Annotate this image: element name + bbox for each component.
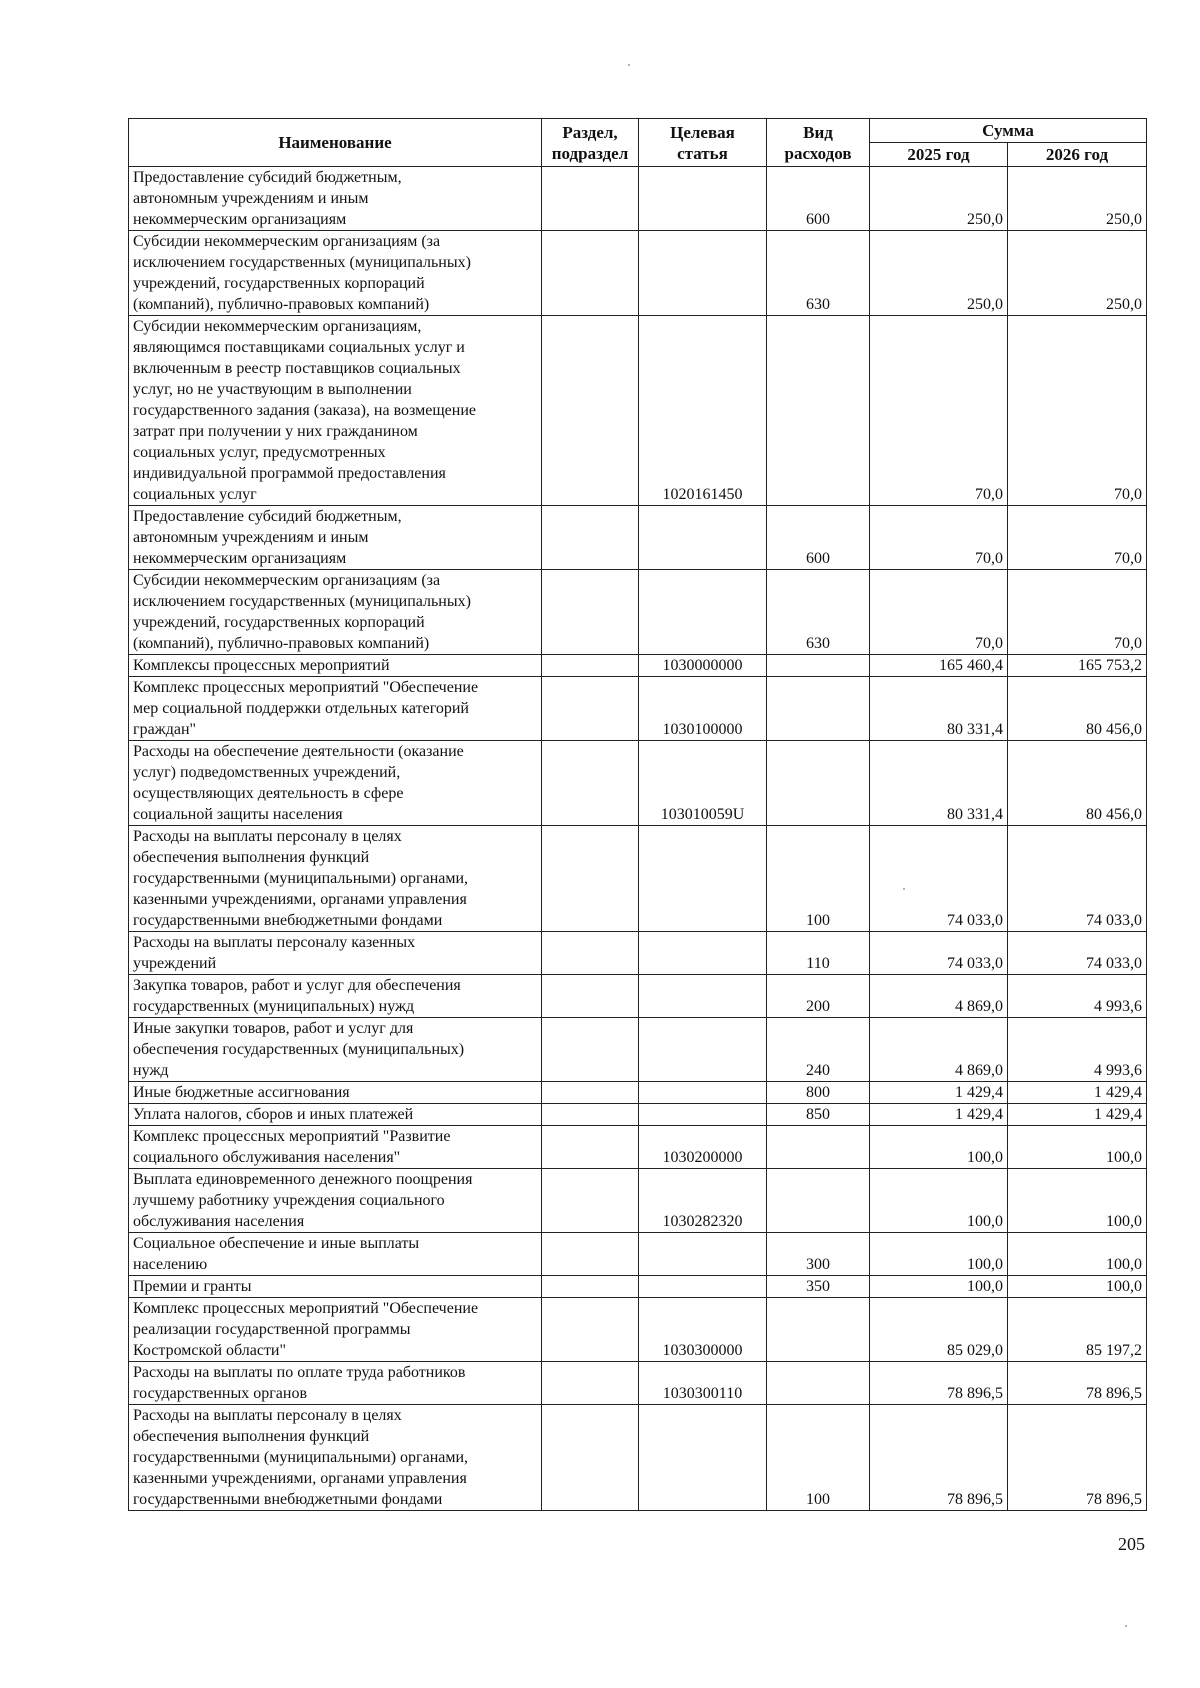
table-row bbox=[129, 1104, 1147, 1126]
table-row bbox=[129, 655, 1147, 677]
table-row bbox=[129, 1126, 1147, 1169]
row-section bbox=[542, 316, 639, 506]
row-target: 1030100000 bbox=[639, 677, 767, 741]
row-sum-2026: 1 429,4 bbox=[1008, 1104, 1147, 1126]
row-target bbox=[639, 231, 767, 316]
row-sum-2026: 100,0 bbox=[1008, 1169, 1147, 1233]
row-expense-type: 200 bbox=[767, 975, 870, 1018]
row-target: 1030282320 bbox=[639, 1169, 767, 1233]
header-name: Наименование bbox=[129, 119, 542, 167]
row-sum-2025: 100,0 bbox=[870, 1126, 1008, 1169]
row-target: 1030300110 bbox=[639, 1362, 767, 1405]
row-target: 1030200000 bbox=[639, 1126, 767, 1169]
row-target bbox=[639, 1405, 767, 1511]
row-sum-2025: 78 896,5 bbox=[870, 1362, 1008, 1405]
row-sum-2025: 74 033,0 bbox=[870, 826, 1008, 932]
row-target bbox=[639, 932, 767, 975]
row-sum-2025: 4 869,0 bbox=[870, 1018, 1008, 1082]
row-section bbox=[542, 1405, 639, 1511]
table-row bbox=[129, 932, 1147, 975]
row-target: 1020161450 bbox=[639, 316, 767, 506]
row-name: Премии и гранты bbox=[129, 1276, 542, 1298]
row-section bbox=[542, 1126, 639, 1169]
row-section bbox=[542, 570, 639, 655]
row-section bbox=[542, 1362, 639, 1405]
page-number: 205 bbox=[1118, 1534, 1145, 1554]
row-target bbox=[639, 167, 767, 231]
header-expense-type: Вид расходов bbox=[767, 119, 870, 167]
row-expense-type bbox=[767, 316, 870, 506]
row-name: Социальное обеспечение и иные выплаты населению bbox=[129, 1233, 542, 1276]
row-target bbox=[639, 1082, 767, 1104]
row-name: Расходы на обеспечение деятельности (оказание услуг) подведомственных учреждений, осуществляющих деятельность в сфере социальной защиты населения bbox=[129, 741, 542, 826]
row-expense-type: 850 bbox=[767, 1104, 870, 1126]
table-row bbox=[129, 677, 1147, 741]
row-section bbox=[542, 1104, 639, 1126]
row-expense-type: 300 bbox=[767, 1233, 870, 1276]
row-sum-2026: 74 033,0 bbox=[1008, 932, 1147, 975]
row-section bbox=[542, 1018, 639, 1082]
row-expense-type: 240 bbox=[767, 1018, 870, 1082]
row-target: 1030000000 bbox=[639, 655, 767, 677]
row-expense-type: 800 bbox=[767, 1082, 870, 1104]
row-name: Уплата налогов, сборов и иных платежей bbox=[129, 1104, 542, 1126]
row-name: Субсидии некоммерческим организациям, являющимся поставщиками социальных услуг и включенным в реестр поставщиков социальных услуг, но не участвующим в выполнении государственного задания (заказа), на возмещение затрат при получении у них гражданином социальных услуг, предусмотренных индивидуальной программой предоставления социальных услуг bbox=[129, 316, 542, 506]
row-sum-2025: 70,0 bbox=[870, 570, 1008, 655]
row-section bbox=[542, 741, 639, 826]
row-expense-type: 350 bbox=[767, 1276, 870, 1298]
row-expense-type: 600 bbox=[767, 167, 870, 231]
row-sum-2025: 74 033,0 bbox=[870, 932, 1008, 975]
row-section bbox=[542, 1298, 639, 1362]
row-name: Закупка товаров, работ и услуг для обеспечения государственных (муниципальных) нужд bbox=[129, 975, 542, 1018]
row-sum-2026: 70,0 bbox=[1008, 570, 1147, 655]
row-sum-2025: 80 331,4 bbox=[870, 741, 1008, 826]
table-row bbox=[129, 1298, 1147, 1362]
row-section bbox=[542, 826, 639, 932]
row-expense-type: 600 bbox=[767, 506, 870, 570]
row-sum-2026: 4 993,6 bbox=[1008, 975, 1147, 1018]
table-row bbox=[129, 1362, 1147, 1405]
row-name: Расходы на выплаты по оплате труда работников государственных органов bbox=[129, 1362, 542, 1405]
row-sum-2026: 100,0 bbox=[1008, 1276, 1147, 1298]
row-expense-type bbox=[767, 1362, 870, 1405]
row-sum-2026: 70,0 bbox=[1008, 506, 1147, 570]
row-name: Расходы на выплаты персоналу казенных учреждений bbox=[129, 932, 542, 975]
table-row bbox=[129, 231, 1147, 316]
row-section bbox=[542, 231, 639, 316]
table-row bbox=[129, 570, 1147, 655]
row-name: Предоставление субсидий бюджетным, автономным учреждениям и иным некоммерческим организациям bbox=[129, 506, 542, 570]
table-row bbox=[129, 741, 1147, 826]
table-row bbox=[129, 1233, 1147, 1276]
row-expense-type: 100 bbox=[767, 1405, 870, 1511]
row-section bbox=[542, 677, 639, 741]
row-sum-2025: 70,0 bbox=[870, 506, 1008, 570]
row-target bbox=[639, 1018, 767, 1082]
header-year-2026: 2026 год bbox=[1008, 143, 1147, 167]
table-row bbox=[129, 1276, 1147, 1298]
row-target bbox=[639, 826, 767, 932]
table-row bbox=[129, 826, 1147, 932]
row-sum-2026: 165 753,2 bbox=[1008, 655, 1147, 677]
table-row bbox=[129, 167, 1147, 231]
row-expense-type bbox=[767, 1126, 870, 1169]
row-expense-type bbox=[767, 1169, 870, 1233]
row-sum-2025: 250,0 bbox=[870, 167, 1008, 231]
row-sum-2025: 4 869,0 bbox=[870, 975, 1008, 1018]
row-sum-2025: 1 429,4 bbox=[870, 1104, 1008, 1126]
row-sum-2025: 100,0 bbox=[870, 1169, 1008, 1233]
row-expense-type: 110 bbox=[767, 932, 870, 975]
row-section bbox=[542, 1233, 639, 1276]
row-sum-2026: 100,0 bbox=[1008, 1126, 1147, 1169]
row-name: Иные закупки товаров, работ и услуг для обеспечения государственных (муниципальных) нужд bbox=[129, 1018, 542, 1082]
table-row bbox=[129, 975, 1147, 1018]
table-row bbox=[129, 316, 1147, 506]
row-sum-2025: 100,0 bbox=[870, 1276, 1008, 1298]
row-name: Иные бюджетные ассигнования bbox=[129, 1082, 542, 1104]
header-section: Раздел, подраздел bbox=[542, 119, 639, 167]
table-header bbox=[129, 119, 1147, 167]
header-sum: Сумма bbox=[870, 119, 1147, 143]
row-name: Комплекс процессных мероприятий "Обеспечение реализации государственной программы Костромской области" bbox=[129, 1298, 542, 1362]
row-target bbox=[639, 506, 767, 570]
row-sum-2026: 250,0 bbox=[1008, 167, 1147, 231]
row-sum-2026: 70,0 bbox=[1008, 316, 1147, 506]
row-name: Комплекс процессных мероприятий "Развитие социального обслуживания населения" bbox=[129, 1126, 542, 1169]
row-name: Комплекс процессных мероприятий "Обеспечение мер социальной поддержки отдельных категорий граждан" bbox=[129, 677, 542, 741]
table-row bbox=[129, 1169, 1147, 1233]
row-target: 103010059U bbox=[639, 741, 767, 826]
row-section bbox=[542, 1169, 639, 1233]
row-name: Расходы на выплаты персоналу в целях обеспечения выполнения функций государственными (муниципальными) органами, казенными учреждениями, органами управления государственными внебюджетными фондами bbox=[129, 1405, 542, 1511]
row-expense-type: 630 bbox=[767, 231, 870, 316]
row-sum-2025: 1 429,4 bbox=[870, 1082, 1008, 1104]
scan-speck bbox=[628, 64, 630, 66]
row-sum-2025: 70,0 bbox=[870, 316, 1008, 506]
row-target bbox=[639, 1276, 767, 1298]
row-sum-2026: 1 429,4 bbox=[1008, 1082, 1147, 1104]
row-target: 1030300000 bbox=[639, 1298, 767, 1362]
row-name: Выплата единовременного денежного поощрения лучшему работнику учреждения социального обслуживания населения bbox=[129, 1169, 542, 1233]
row-expense-type bbox=[767, 741, 870, 826]
row-section bbox=[542, 655, 639, 677]
row-sum-2025: 100,0 bbox=[870, 1233, 1008, 1276]
row-sum-2026: 250,0 bbox=[1008, 231, 1147, 316]
row-sum-2026: 4 993,6 bbox=[1008, 1018, 1147, 1082]
row-sum-2026: 85 197,2 bbox=[1008, 1298, 1147, 1362]
row-sum-2026: 78 896,5 bbox=[1008, 1405, 1147, 1511]
row-expense-type bbox=[767, 677, 870, 741]
row-sum-2025: 250,0 bbox=[870, 231, 1008, 316]
row-name: Комплексы процессных мероприятий bbox=[129, 655, 542, 677]
row-target bbox=[639, 1233, 767, 1276]
scan-speck bbox=[903, 888, 905, 890]
scan-speck bbox=[1125, 1625, 1127, 1627]
row-name: Субсидии некоммерческим организациям (за исключением государственных (муниципальных) учреждений, государственных корпораций (компаний), публично-правовых компаний) bbox=[129, 570, 542, 655]
row-expense-type bbox=[767, 1298, 870, 1362]
table-row bbox=[129, 506, 1147, 570]
table-row bbox=[129, 1082, 1147, 1104]
table-row bbox=[129, 1405, 1147, 1511]
row-expense-type: 100 bbox=[767, 826, 870, 932]
row-sum-2026: 80 456,0 bbox=[1008, 741, 1147, 826]
row-section bbox=[542, 1276, 639, 1298]
table-body bbox=[129, 167, 1147, 1511]
row-target bbox=[639, 570, 767, 655]
row-sum-2026: 80 456,0 bbox=[1008, 677, 1147, 741]
row-section bbox=[542, 167, 639, 231]
row-sum-2025: 80 331,4 bbox=[870, 677, 1008, 741]
row-name: Субсидии некоммерческим организациям (за исключением государственных (муниципальных) учреждений, государственных корпораций (компаний), публично-правовых компаний) bbox=[129, 231, 542, 316]
row-target bbox=[639, 1104, 767, 1126]
table-row bbox=[129, 1018, 1147, 1082]
row-sum-2025: 85 029,0 bbox=[870, 1298, 1008, 1362]
header-target: Целевая статья bbox=[639, 119, 767, 167]
row-sum-2026: 100,0 bbox=[1008, 1233, 1147, 1276]
header-year-2025: 2025 год bbox=[870, 143, 1008, 167]
row-name: Расходы на выплаты персоналу в целях обеспечения выполнения функций государственными (муниципальными) органами, казенными учреждениями, органами управления государственными внебюджетными фондами bbox=[129, 826, 542, 932]
row-section bbox=[542, 506, 639, 570]
budget-table bbox=[128, 118, 1147, 1511]
row-sum-2026: 74 033,0 bbox=[1008, 826, 1147, 932]
row-expense-type: 630 bbox=[767, 570, 870, 655]
row-expense-type bbox=[767, 655, 870, 677]
row-section bbox=[542, 932, 639, 975]
row-sum-2025: 78 896,5 bbox=[870, 1405, 1008, 1511]
row-name: Предоставление субсидий бюджетным, автономным учреждениям и иным некоммерческим организациям bbox=[129, 167, 542, 231]
row-sum-2025: 165 460,4 bbox=[870, 655, 1008, 677]
row-sum-2026: 78 896,5 bbox=[1008, 1362, 1147, 1405]
row-target bbox=[639, 975, 767, 1018]
row-section bbox=[542, 975, 639, 1018]
row-section bbox=[542, 1082, 639, 1104]
